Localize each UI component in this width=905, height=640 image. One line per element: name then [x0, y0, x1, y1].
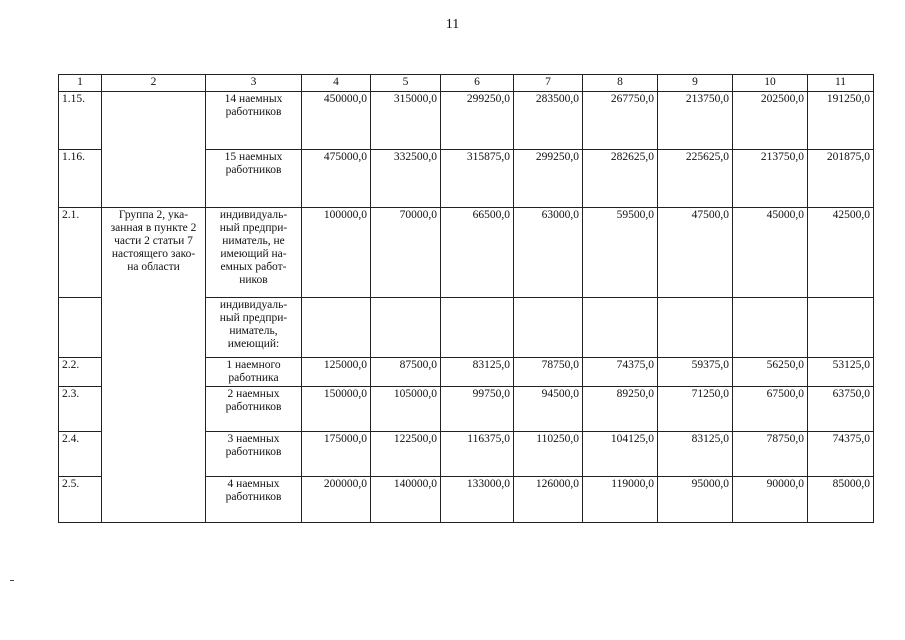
value-cell: 267750,0 [583, 92, 658, 150]
value-cell: 59500,0 [583, 208, 658, 298]
value-cell: 105000,0 [371, 387, 441, 432]
header-cell: 11 [808, 75, 874, 92]
value-cell: 42500,0 [808, 208, 874, 298]
row-number: 2.1. [59, 208, 102, 298]
value-cell: 90000,0 [733, 477, 808, 523]
row-description: 14 наемных работников [206, 92, 302, 150]
value-cell: 94500,0 [514, 387, 583, 432]
value-cell: 59375,0 [658, 358, 733, 387]
row-number: 1.16. [59, 150, 102, 208]
header-cell: 1 [59, 75, 102, 92]
value-cell: 315000,0 [371, 92, 441, 150]
value-cell: 85000,0 [808, 477, 874, 523]
value-cell: 122500,0 [371, 432, 441, 477]
group-label: Группа 2, ука- занная в пункте 2 части 2 статьи 7 настоящего зако- на области [102, 208, 206, 523]
value-cell: 133000,0 [441, 477, 514, 523]
value-cell: 140000,0 [371, 477, 441, 523]
value-cell: 104125,0 [583, 432, 658, 477]
value-cell: 332500,0 [371, 150, 441, 208]
value-cell: 89250,0 [583, 387, 658, 432]
value-cell: 201875,0 [808, 150, 874, 208]
value-cell: 213750,0 [733, 150, 808, 208]
value-cell: 150000,0 [302, 387, 371, 432]
value-cell: 53125,0 [808, 358, 874, 387]
group-cell-empty [102, 92, 206, 208]
row-number: 2.2. [59, 358, 102, 387]
value-cell: 56250,0 [733, 358, 808, 387]
row-description: 1 наемного работника [206, 358, 302, 387]
header-cell: 6 [441, 75, 514, 92]
value-cell: 315875,0 [441, 150, 514, 208]
value-cell [583, 298, 658, 358]
value-cell: 119000,0 [583, 477, 658, 523]
value-cell: 299250,0 [514, 150, 583, 208]
value-cell [371, 298, 441, 358]
value-cell: 126000,0 [514, 477, 583, 523]
header-cell: 5 [371, 75, 441, 92]
value-cell: 71250,0 [658, 387, 733, 432]
value-cell: 63750,0 [808, 387, 874, 432]
value-cell: 110250,0 [514, 432, 583, 477]
header-cell: 2 [102, 75, 206, 92]
row-number [59, 298, 102, 358]
value-cell: 225625,0 [658, 150, 733, 208]
value-cell: 213750,0 [658, 92, 733, 150]
value-cell: 202500,0 [733, 92, 808, 150]
page-number: 11 [445, 17, 460, 32]
header-cell: 8 [583, 75, 658, 92]
value-cell: 67500,0 [733, 387, 808, 432]
value-cell: 100000,0 [302, 208, 371, 298]
header-cell: 7 [514, 75, 583, 92]
value-cell: 95000,0 [658, 477, 733, 523]
value-cell: 66500,0 [441, 208, 514, 298]
value-cell: 78750,0 [514, 358, 583, 387]
value-cell: 116375,0 [441, 432, 514, 477]
value-cell [808, 298, 874, 358]
table-row [59, 92, 874, 150]
value-cell: 191250,0 [808, 92, 874, 150]
value-cell [302, 298, 371, 358]
value-cell: 70000,0 [371, 208, 441, 298]
table-body [59, 75, 874, 523]
value-cell: 283500,0 [514, 92, 583, 150]
margin-mark [10, 580, 14, 581]
value-cell: 87500,0 [371, 358, 441, 387]
value-cell [514, 298, 583, 358]
value-cell: 45000,0 [733, 208, 808, 298]
row-description: индивидуаль- ный предпри- ниматель, не имеющий на- емных работ- ников [206, 208, 302, 298]
value-cell: 74375,0 [583, 358, 658, 387]
header-cell: 10 [733, 75, 808, 92]
value-cell [658, 298, 733, 358]
tariff-table [58, 74, 874, 523]
value-cell: 200000,0 [302, 477, 371, 523]
row-number: 2.5. [59, 477, 102, 523]
value-cell: 299250,0 [441, 92, 514, 150]
value-cell: 63000,0 [514, 208, 583, 298]
value-cell: 475000,0 [302, 150, 371, 208]
header-row [59, 75, 874, 92]
row-number: 1.15. [59, 92, 102, 150]
value-cell: 83125,0 [658, 432, 733, 477]
value-cell: 74375,0 [808, 432, 874, 477]
value-cell: 282625,0 [583, 150, 658, 208]
value-cell: 47500,0 [658, 208, 733, 298]
value-cell: 125000,0 [302, 358, 371, 387]
value-cell: 83125,0 [441, 358, 514, 387]
header-cell: 9 [658, 75, 733, 92]
value-cell: 78750,0 [733, 432, 808, 477]
header-cell: 4 [302, 75, 371, 92]
header-cell: 3 [206, 75, 302, 92]
value-cell: 175000,0 [302, 432, 371, 477]
value-cell: 99750,0 [441, 387, 514, 432]
value-cell [733, 298, 808, 358]
row-description: 3 наемных работников [206, 432, 302, 477]
row-description: 4 наемных работников [206, 477, 302, 523]
table-row [59, 208, 874, 298]
row-number: 2.3. [59, 387, 102, 432]
value-cell: 450000,0 [302, 92, 371, 150]
row-description: 15 наемных работников [206, 150, 302, 208]
value-cell [441, 298, 514, 358]
row-number: 2.4. [59, 432, 102, 477]
row-description: индивидуаль- ный предпри- ниматель, имеющий: [206, 298, 302, 358]
row-description: 2 наемных работников [206, 387, 302, 432]
